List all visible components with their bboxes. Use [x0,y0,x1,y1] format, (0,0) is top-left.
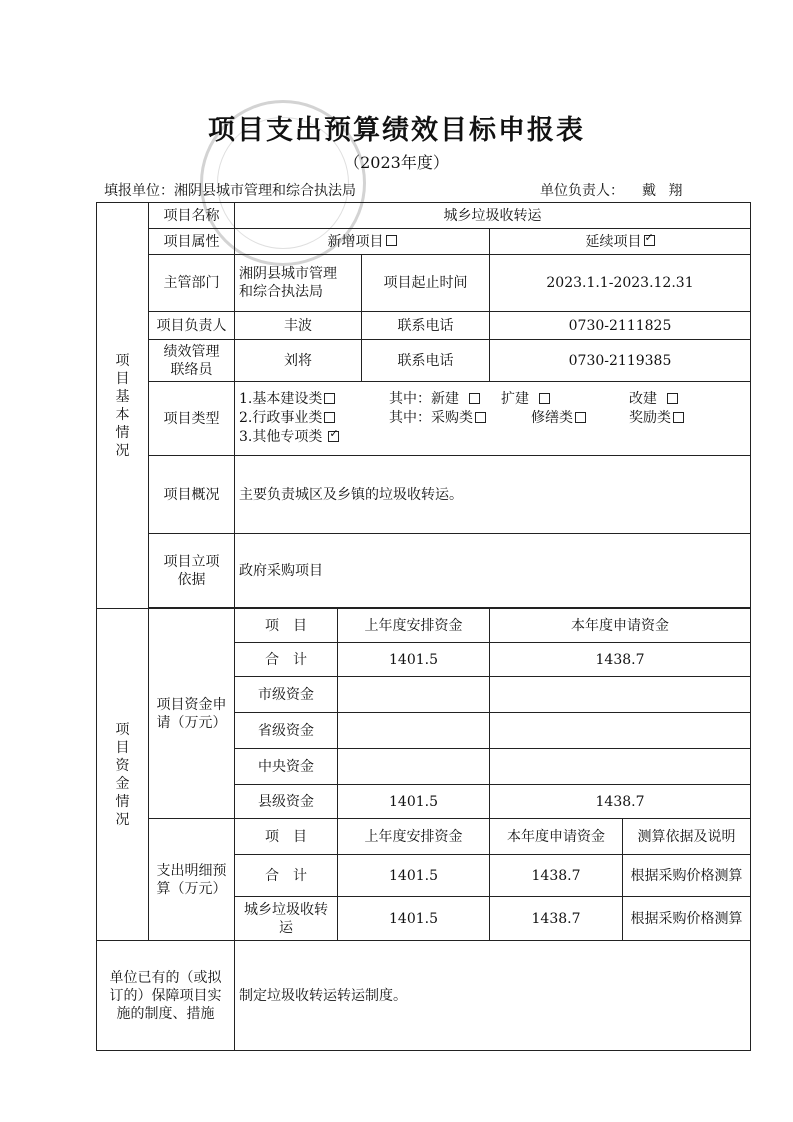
fund-row-label: 市级资金 [235,677,338,713]
fund-row-label: 省级资金 [235,713,338,749]
attr-continue [490,229,751,255]
budget-form-table [96,202,751,1051]
type-expand: 扩建 [501,390,550,408]
perf-phone-value: 0730-2119385 [490,340,751,382]
detail-col-last: 上年度安排资金 [338,819,490,855]
owner-phone-label: 联系电话 [362,312,490,340]
detail-budget-label: 支出明细预 算（万元） [149,819,235,941]
leader-label: 单位负责人： [540,183,624,199]
detail-row-basis: 根据采购价格测算 [623,855,751,897]
leader-name: 戴 翔 [642,183,687,199]
attr-continue-checkbox[interactable] [644,235,655,246]
page-year: （2023年度） [344,153,449,172]
fund-apply-label: 项目资金申 请（万元） [149,609,235,819]
project-type-options [235,382,751,456]
type-expand-checkbox[interactable] [539,393,550,404]
type-purchase-checkbox[interactable] [475,412,486,423]
type-new-build-checkbox[interactable] [469,393,480,404]
detail-row-this: 1438.7 [490,897,623,941]
detail-row-this: 1438.7 [490,855,623,897]
fund-row-this [490,713,751,749]
detail-row-label: 城乡垃圾收转 运 [235,897,338,941]
type-rebuild-checkbox[interactable] [667,393,678,404]
project-name-value: 城乡垃圾收转运 [235,203,751,229]
project-name-label: 项目名称 [149,203,235,229]
overview-value: 主要负责城区及乡镇的垃圾收转运。 [235,456,751,534]
period-label: 项目起止时间 [362,255,490,312]
detail-col-basis: 测算依据及说明 [623,819,751,855]
basis-value: 政府采购项目 [235,534,751,608]
detail-row-last: 1401.5 [338,897,490,941]
dept-value: 湘阴县城市管理 和综合执法局 [235,255,362,312]
type-rebuild: 改建 [629,390,678,408]
fund-col-last: 上年度安排资金 [338,609,490,643]
project-type-label: 项目类型 [149,382,235,456]
type-repair-checkbox[interactable] [575,412,586,423]
fund-row-this: 1438.7 [490,643,751,677]
owner-value: 丰波 [235,312,362,340]
perf-contact-value: 刘将 [235,340,362,382]
detail-col-this: 本年度申请资金 [490,819,623,855]
fund-row-last [338,749,490,785]
fund-row-this: 1438.7 [490,785,751,819]
type-other: 3.其他专项类✓ [239,428,339,446]
section-funds: 项 目 资 金 情 况 [97,609,149,941]
unit-leader [540,180,686,200]
type-purchase: 其中：采购类 [389,409,486,427]
type-admin-checkbox[interactable] [324,412,335,423]
system-value: 制定垃圾收转运转运制度。 [235,941,751,1051]
type-infrastructure-checkbox[interactable] [324,393,335,404]
project-attr-label: 项目属性 [149,229,235,255]
period-value: 2023.1.1-2023.12.31 [490,255,751,312]
type-repair: 修缮类 [531,409,586,427]
type-infrastructure: 1.基本建设类 [239,390,335,408]
perf-phone-label: 联系电话 [362,340,490,382]
fund-row-last: 1401.5 [338,643,490,677]
overview-label: 项目概况 [149,456,235,534]
perf-contact-label: 绩效管理 联络员 [149,340,235,382]
detail-row-label: 合 计 [235,855,338,897]
basis-label: 项目立项 依据 [149,534,235,608]
detail-row-last: 1401.5 [338,855,490,897]
fund-row-this [490,677,751,713]
fund-row-label: 县级资金 [235,785,338,819]
attr-new [235,229,490,255]
dept-label: 主管部门 [149,255,235,312]
attr-new-label: 新增项目 [327,233,384,250]
detail-row-basis: 根据采购价格测算 [623,897,751,941]
system-label: 单位已有的（或拟 订的）保障项目实 施的制度、措施 [97,941,235,1051]
owner-phone-value: 0730-2111825 [490,312,751,340]
page-title: 项目支出预算绩效目标申报表 [208,115,585,146]
type-new-build: 其中：新建 [389,390,480,408]
fund-row-label: 合 计 [235,643,338,677]
type-other-checkbox[interactable] [328,431,339,442]
owner-label: 项目负责人 [149,312,235,340]
fund-row-last: 1401.5 [338,785,490,819]
attr-new-checkbox[interactable] [386,235,397,246]
fund-row-this [490,749,751,785]
type-reward: 奖励类 [629,409,684,427]
fund-row-label: 中央资金 [235,749,338,785]
attr-continue-label: 延续项目 [585,233,642,250]
fund-col-item: 项 目 [235,609,338,643]
fund-row-last [338,677,490,713]
fill-unit: 填报单位：湘阴县城市管理和综合执法局 [104,183,356,199]
fund-col-this: 本年度申请资金 [490,609,751,643]
type-reward-checkbox[interactable] [673,412,684,423]
type-admin: 2.行政事业类 [239,409,335,427]
fund-row-last [338,713,490,749]
detail-col-item: 项 目 [235,819,338,855]
section-basic-info: 项 目 基 本 情 况 [97,203,149,609]
